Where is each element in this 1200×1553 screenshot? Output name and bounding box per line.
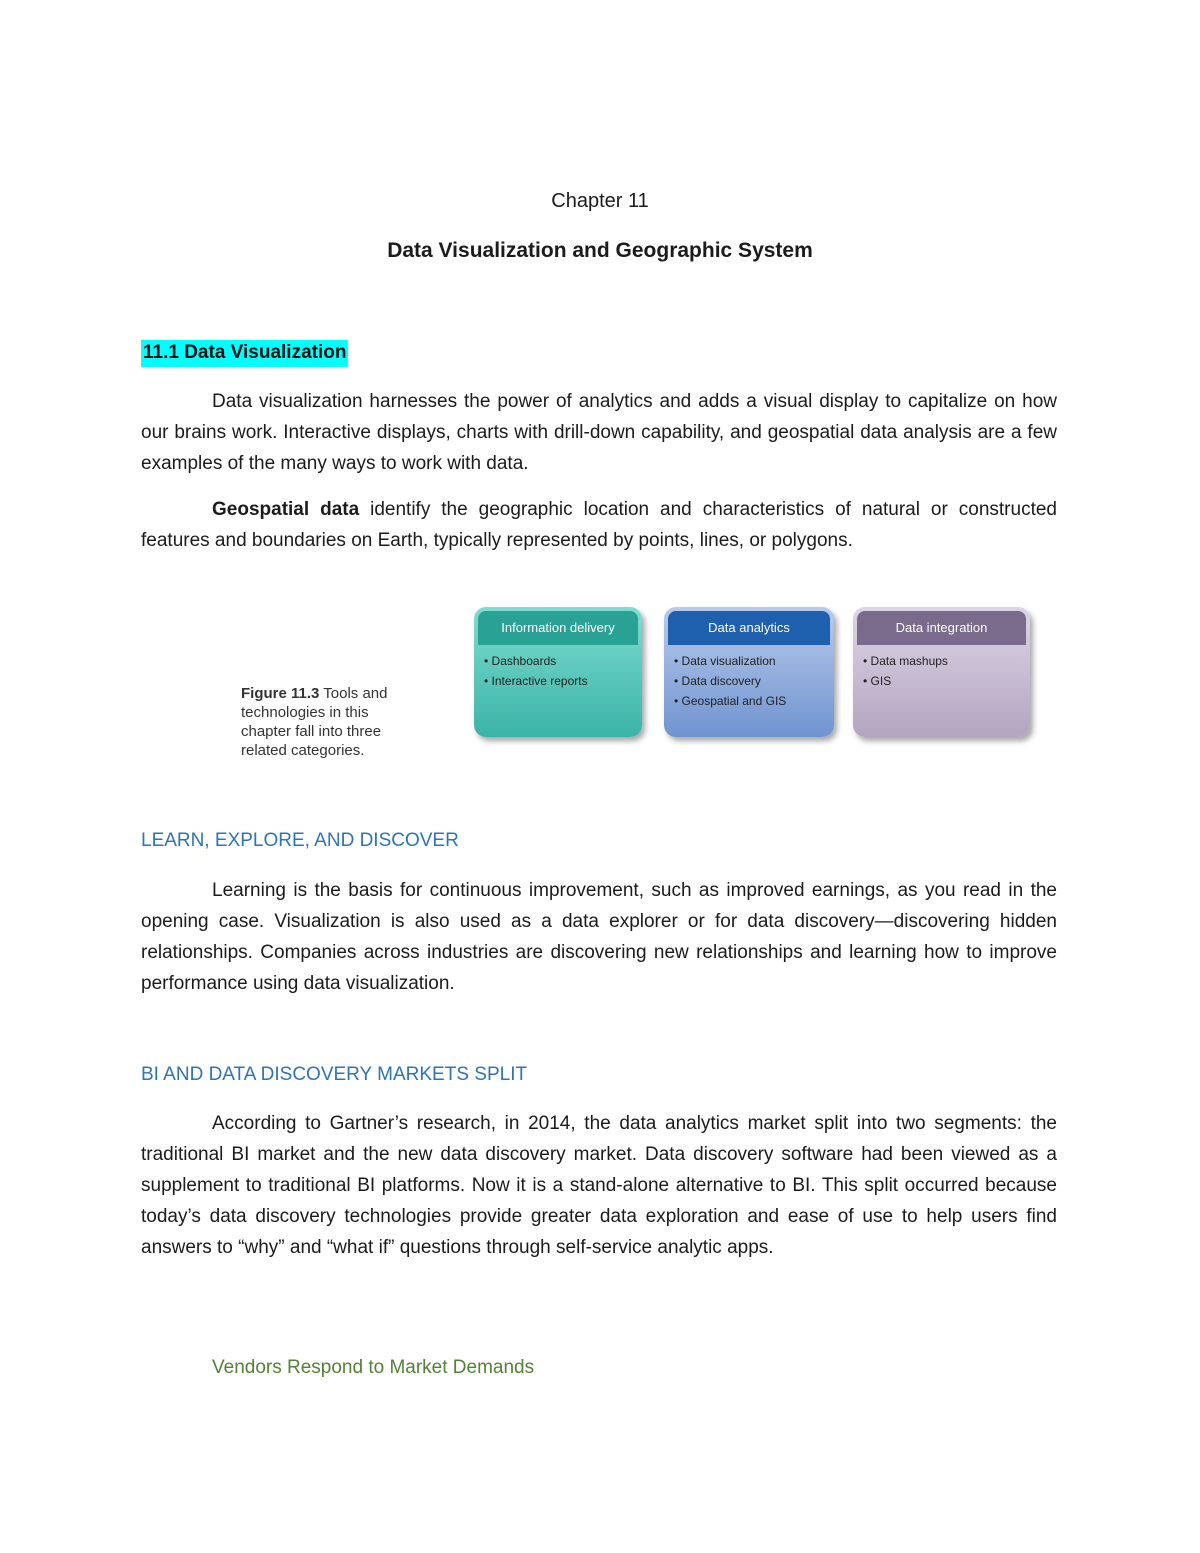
figure-number: Figure 11.3 (241, 685, 320, 702)
category-item: • Data discovery (674, 671, 834, 691)
chapter-label: Chapter 11 (551, 190, 649, 212)
chapter-title: Data Visualization and Geographic System (387, 239, 813, 262)
category-list (863, 651, 1030, 691)
category-title: Data analytics (668, 611, 830, 645)
category-list (484, 651, 642, 691)
heading-learn-explore-discover: LEARN, EXPLORE, AND DISCOVER (141, 830, 459, 851)
category-item: • Dashboards (484, 651, 642, 671)
category-title: Information delivery (478, 611, 638, 645)
category-item: • Data mashups (863, 651, 1030, 671)
figure-caption (241, 684, 421, 760)
geospatial-data-term: Geospatial data (212, 499, 360, 520)
category-list (674, 651, 834, 711)
category-box-data-integration (853, 607, 1030, 737)
figure-caption-text: Tools and technologies in this chapter fall into three related categories. (241, 685, 388, 759)
category-title: Data integration (857, 611, 1026, 645)
heading-vendors-respond: Vendors Respond to Market Demands (212, 1357, 535, 1378)
geospatial-data-definition: identify the geographic location and characteristics of natural or constructed features and boundaries on Earth, typically represented by points, lines, or polygons. (141, 499, 1057, 551)
heading-bi-markets-split: BI AND DATA DISCOVERY MARKETS SPLIT (141, 1064, 528, 1085)
category-item: • GIS (863, 671, 1030, 691)
paragraph-gartner-research: According to Gartner’s research, in 2014, the data analytics market split into two segments: the traditional BI market and the new data discovery market. Data discovery software had been viewed as a supplement to traditional BI platforms. Now it is a stand-alone alternative to BI. This split occurred because today’s data discovery technologies provide greater data exploration and ease of use to help users find answers to “why” and “what if” questions through self-service analytic apps. (141, 1113, 1057, 1258)
paragraph-data-visualization: Data visualization harnesses the power of analytics and adds a visual display to capitalize on how our brains work. Interactive displays, charts with drill-down capability, and geospatial data analysis are a few examples of the many ways to work with data. (141, 391, 1057, 474)
category-item: • Interactive reports (484, 671, 642, 691)
category-item: • Geospatial and GIS (674, 691, 834, 711)
category-box-information-delivery (474, 607, 642, 737)
section-heading-data-visualization: 11.1 Data Visualization (141, 340, 348, 367)
category-item: • Data visualization (674, 651, 834, 671)
paragraph-learning: Learning is the basis for continuous improvement, such as improved earnings, as you read in the opening case. Visualization is also used as a data explorer or for data discovery—discovering hidden relationships. Companies across industries are discovering new relationships and learning how to improve performance using data visualization. (141, 880, 1057, 994)
paragraph-geospatial-data (141, 494, 1057, 556)
category-box-data-analytics (664, 607, 834, 737)
